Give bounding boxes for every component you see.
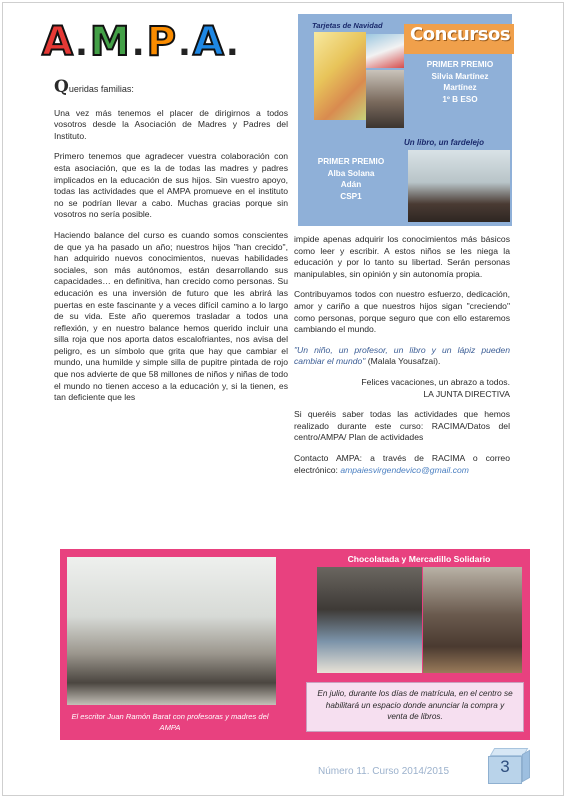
left-column [54, 77, 288, 413]
contact-text: Contacto AMPA: a través de RACIMA o correo electrónico: [294, 452, 510, 475]
cube-side [522, 750, 530, 783]
farewell-text: Felices vacaciones, un abrazo a todos. [361, 376, 510, 387]
book-contest-photo [408, 150, 510, 222]
prize-christmas [404, 59, 516, 105]
paragraph-education: impide apenas adquirir los conocimientos más básicos como leer y escribir. A estos niños se les niega la educación y por lo tanto su libertad. Serán personas manipulables, sin opinión y sin autonomía propia. [294, 234, 510, 279]
paragraph-thanks: Primero tenemos que agradecer vuestra colaboración con esta asociación, que es la de todas las madres y padres implicados en la educación de sus hijos. Sin vuestro apoyo, todas las actividades que el AMPA promueve en el instituto no se podrían llevar a cabo. Muchas gracias porque sin vosotros no sería posible. [54, 151, 288, 220]
activities-info: Si queréis saber todas las actividades que hemos realizado durante este curso: RACIMA/Datos del centro/AMPA/ Plan de actividades [294, 409, 510, 443]
prize-winner-surname: Adán [340, 180, 362, 189]
malala-quote [294, 345, 510, 368]
prize-winner-name: Silvia Martínez [431, 71, 489, 81]
page-number: 3 [500, 757, 510, 776]
christmas-cards-label: Tarjetas de Navidad [312, 21, 383, 30]
greeting-initial: Q [54, 77, 69, 97]
title-dot: . [177, 24, 193, 64]
book-contest-label: Un libro, un fardelejo [404, 138, 485, 147]
prize-winner-class: 1º B ESO [442, 94, 478, 104]
quote-text: "Un niño, un profesor, un libro y un lápiz pueden cambiar el mundo" [294, 344, 510, 367]
contest-heading: Concursos [410, 24, 511, 45]
title-letter-p: P [146, 19, 178, 65]
title-letter-m: M [89, 19, 132, 65]
group-photo-caption: El escritor Juan Ramón Barat con profesoras y madres del AMPA [71, 712, 269, 732]
market-title: Chocolatada y Mercadillo Solidario [347, 554, 491, 564]
paragraph-intro: Una vez más tenemos el placer de dirigirnos a todos vosotros desde la Asociación de Madres y Padres del Instituto. [54, 107, 288, 141]
prize-book [298, 156, 404, 202]
right-column [294, 234, 510, 485]
prize-title: PRIMER PREMIO [426, 60, 494, 69]
prize-winner-class: CSP1 [340, 191, 362, 201]
winner-students-photo [366, 70, 404, 128]
chocolate-photo [317, 567, 422, 673]
issue-info: Número 11. Curso 2014/2015 [318, 766, 450, 777]
book-exchange-notice: En julio, durante los días de matrícula, en el centro se habilitará un espacio donde anunciar la compra y venta de libros. [306, 682, 524, 732]
title-letter-a2: A [192, 19, 226, 65]
greeting [54, 77, 288, 97]
group-photo [67, 557, 276, 705]
christmas-card-photo [314, 32, 366, 120]
title-dot: . [131, 24, 147, 64]
greeting-text: ueridas familias: [68, 84, 134, 94]
prize-winner-name: Alba Solana [327, 168, 375, 178]
prize-title: PRIMER PREMIO [317, 157, 385, 166]
quote-author: (Malala Yousafzai). [365, 356, 441, 367]
title-letter-a1: A [42, 19, 75, 65]
signature: LA JUNTA DIRECTIVA [423, 388, 510, 399]
ampa-title [42, 18, 297, 66]
farewell [294, 377, 510, 400]
page-number-cube [488, 748, 530, 784]
title-dot: . [74, 24, 90, 64]
paragraph-balance: Haciendo balance del curso es cuando somos conscientes de que ya ha pasado un año; nuestros hijos "han crecido", han adquirido nuevos conocimientos, nuevas habilidades sociales, son más autónomos, están desarrollando sus capacidades… en definitiva, han crecido como personas. Su educación es una inversión de futuro que les abrirá las puertas en este fascinante y a veces difícil camino a lo largo de su vida. Este año queremos trasladar a todos una reflexión, y en nuestro balance hemos querido incluir una silla roja que nos aporta datos escalofriantes, nos avisa del peligro, es un símbolo que grita que hay que cambiar el mundo, una humilde y simple silla de pupitre pintada de rojo que nos advierte de que 58 millones de niños y niñas de todo el mundo no tienen acceso a la educación y, si la tienen, es tan deficiente que les [54, 229, 288, 403]
christmas-card-detail-photo [366, 34, 404, 68]
contact-email-link[interactable]: ampaiesvirgendevico@gmail.com [340, 464, 469, 475]
market-photo [423, 567, 522, 673]
paragraph-contribute: Contribuyamos todos con nuestro esfuerzo, dedicación, amor y cariño a que nuestros hijos sigan "creciendo" como personas, porque seguro que con ello estaremos cambiando el mundo. [294, 289, 510, 335]
contact-info [294, 453, 510, 476]
title-dot: . [225, 24, 241, 64]
prize-winner-surname: Martínez [443, 83, 477, 92]
